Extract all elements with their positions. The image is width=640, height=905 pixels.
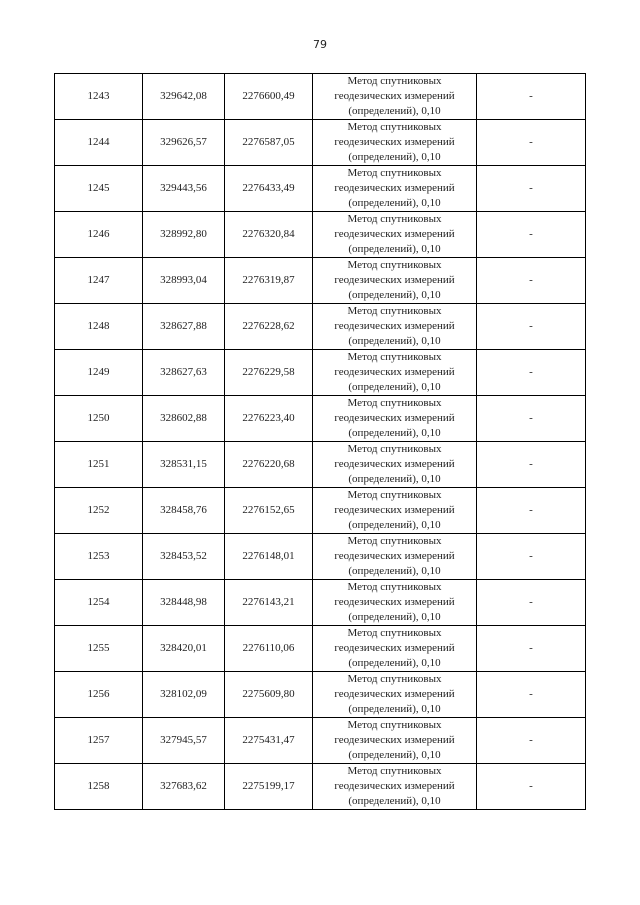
point-number-cell: 1249 (55, 350, 143, 396)
note-cell: - (477, 534, 586, 580)
method-text-line: геодезических измерений (334, 504, 455, 516)
y-coordinate-cell: 2276229,58 (225, 350, 313, 396)
y-coordinate-cell: 2276220,68 (225, 442, 313, 488)
x-coordinate-cell: 328102,09 (143, 672, 225, 718)
note-cell: - (477, 166, 586, 212)
method-cell (313, 304, 477, 350)
x-coordinate-cell: 329443,56 (143, 166, 225, 212)
table-row (55, 74, 586, 120)
method-text-line: геодезических измерений (334, 320, 455, 332)
method-text-line: Метод спутниковых (347, 167, 442, 179)
x-coordinate-cell: 328627,63 (143, 350, 225, 396)
point-number-cell: 1245 (55, 166, 143, 212)
method-text-line: геодезических измерений (334, 734, 455, 746)
method-text-line: геодезических измерений (334, 458, 455, 470)
table-row (55, 396, 586, 442)
method-text-line: (определений), 0,10 (348, 105, 441, 117)
method-cell (313, 442, 477, 488)
point-number-cell: 1247 (55, 258, 143, 304)
method-text-line: (определений), 0,10 (348, 243, 441, 255)
x-coordinate-cell: 329642,08 (143, 74, 225, 120)
method-text-line: геодезических измерений (334, 596, 455, 608)
x-coordinate-cell: 328992,80 (143, 212, 225, 258)
x-coordinate-cell: 328627,88 (143, 304, 225, 350)
method-text-line: Метод спутниковых (347, 259, 442, 271)
method-text-line: (определений), 0,10 (348, 151, 441, 163)
method-text-line: (определений), 0,10 (348, 795, 441, 807)
table-row (55, 304, 586, 350)
method-cell (313, 718, 477, 764)
x-coordinate-cell: 329626,57 (143, 120, 225, 166)
method-text-line: Метод спутниковых (347, 75, 442, 87)
method-text-line: Метод спутниковых (347, 351, 442, 363)
method-text-line: Метод спутниковых (347, 719, 442, 731)
method-text-line: Метод спутниковых (347, 489, 442, 501)
point-number-cell: 1243 (55, 74, 143, 120)
x-coordinate-cell: 328420,01 (143, 626, 225, 672)
method-text-line: (определений), 0,10 (348, 565, 441, 577)
method-text-line: (определений), 0,10 (348, 289, 441, 301)
y-coordinate-cell: 2276600,49 (225, 74, 313, 120)
method-text-line: геодезических измерений (334, 550, 455, 562)
x-coordinate-cell: 328531,15 (143, 442, 225, 488)
x-coordinate-cell: 328448,98 (143, 580, 225, 626)
note-cell: - (477, 304, 586, 350)
table-row (55, 166, 586, 212)
method-cell (313, 166, 477, 212)
method-text-line: геодезических измерений (334, 90, 455, 102)
point-number-cell: 1257 (55, 718, 143, 764)
y-coordinate-cell: 2275199,17 (225, 764, 313, 810)
x-coordinate-cell: 327945,57 (143, 718, 225, 764)
method-cell (313, 258, 477, 304)
method-text-line: (определений), 0,10 (348, 473, 441, 485)
method-text-line: Метод спутниковых (347, 397, 442, 409)
y-coordinate-cell: 2276143,21 (225, 580, 313, 626)
method-text-line: (определений), 0,10 (348, 427, 441, 439)
method-text-line: геодезических измерений (334, 182, 455, 194)
method-text-line: геодезических измерений (334, 136, 455, 148)
method-text-line: геодезических измерений (334, 274, 455, 286)
method-text-line: (определений), 0,10 (348, 335, 441, 347)
note-cell: - (477, 626, 586, 672)
x-coordinate-cell: 328458,76 (143, 488, 225, 534)
method-text-line: Метод спутниковых (347, 213, 442, 225)
note-cell: - (477, 488, 586, 534)
point-number-cell: 1248 (55, 304, 143, 350)
note-cell: - (477, 718, 586, 764)
y-coordinate-cell: 2276148,01 (225, 534, 313, 580)
x-coordinate-cell: 328453,52 (143, 534, 225, 580)
table-row (55, 212, 586, 258)
table-row (55, 764, 586, 810)
method-text-line: (определений), 0,10 (348, 197, 441, 209)
y-coordinate-cell: 2276152,65 (225, 488, 313, 534)
y-coordinate-cell: 2276110,06 (225, 626, 313, 672)
y-coordinate-cell: 2276433,49 (225, 166, 313, 212)
method-cell (313, 672, 477, 718)
table-row (55, 534, 586, 580)
table-row (55, 488, 586, 534)
method-cell (313, 580, 477, 626)
table-row (55, 718, 586, 764)
page-number: 79 (313, 38, 327, 51)
table-row (55, 626, 586, 672)
y-coordinate-cell: 2275609,80 (225, 672, 313, 718)
method-text-line: Метод спутниковых (347, 765, 442, 777)
table-body (55, 74, 586, 810)
method-cell (313, 350, 477, 396)
method-text-line: Метод спутниковых (347, 443, 442, 455)
point-number-cell: 1258 (55, 764, 143, 810)
method-cell (313, 74, 477, 120)
method-text-line: (определений), 0,10 (348, 749, 441, 761)
method-text-line: Метод спутниковых (347, 305, 442, 317)
y-coordinate-cell: 2276320,84 (225, 212, 313, 258)
method-text-line: Метод спутниковых (347, 121, 442, 133)
x-coordinate-cell: 328993,04 (143, 258, 225, 304)
point-number-cell: 1252 (55, 488, 143, 534)
note-cell: - (477, 212, 586, 258)
table-row (55, 120, 586, 166)
table-row (55, 258, 586, 304)
method-cell (313, 488, 477, 534)
method-text-line: (определений), 0,10 (348, 519, 441, 531)
y-coordinate-cell: 2276319,87 (225, 258, 313, 304)
method-text-line: (определений), 0,10 (348, 381, 441, 393)
note-cell: - (477, 442, 586, 488)
note-cell: - (477, 350, 586, 396)
method-cell (313, 534, 477, 580)
table-row (55, 442, 586, 488)
point-number-cell: 1244 (55, 120, 143, 166)
method-text-line: (определений), 0,10 (348, 703, 441, 715)
point-number-cell: 1246 (55, 212, 143, 258)
method-text-line: геодезических измерений (334, 642, 455, 654)
method-text-line: геодезических измерений (334, 780, 455, 792)
note-cell: - (477, 580, 586, 626)
table-row (55, 580, 586, 626)
table-row (55, 672, 586, 718)
method-text-line: Метод спутниковых (347, 627, 442, 639)
method-cell (313, 626, 477, 672)
method-text-line: геодезических измерений (334, 688, 455, 700)
method-text-line: Метод спутниковых (347, 673, 442, 685)
method-text-line: геодезических измерений (334, 366, 455, 378)
coordinates-table (54, 73, 586, 810)
note-cell: - (477, 672, 586, 718)
method-cell (313, 212, 477, 258)
note-cell: - (477, 396, 586, 442)
method-text-line: Метод спутниковых (347, 535, 442, 547)
method-text-line: (определений), 0,10 (348, 611, 441, 623)
point-number-cell: 1255 (55, 626, 143, 672)
method-cell (313, 764, 477, 810)
method-text-line: геодезических измерений (334, 412, 455, 424)
method-text-line: Метод спутниковых (347, 581, 442, 593)
y-coordinate-cell: 2276223,40 (225, 396, 313, 442)
method-cell (313, 396, 477, 442)
point-number-cell: 1254 (55, 580, 143, 626)
point-number-cell: 1251 (55, 442, 143, 488)
point-number-cell: 1256 (55, 672, 143, 718)
y-coordinate-cell: 2275431,47 (225, 718, 313, 764)
note-cell: - (477, 258, 586, 304)
method-cell (313, 120, 477, 166)
x-coordinate-cell: 327683,62 (143, 764, 225, 810)
note-cell: - (477, 120, 586, 166)
x-coordinate-cell: 328602,88 (143, 396, 225, 442)
point-number-cell: 1250 (55, 396, 143, 442)
y-coordinate-cell: 2276228,62 (225, 304, 313, 350)
point-number-cell: 1253 (55, 534, 143, 580)
method-text-line: (определений), 0,10 (348, 657, 441, 669)
method-text-line: геодезических измерений (334, 228, 455, 240)
table-row (55, 350, 586, 396)
note-cell: - (477, 764, 586, 810)
note-cell: - (477, 74, 586, 120)
y-coordinate-cell: 2276587,05 (225, 120, 313, 166)
